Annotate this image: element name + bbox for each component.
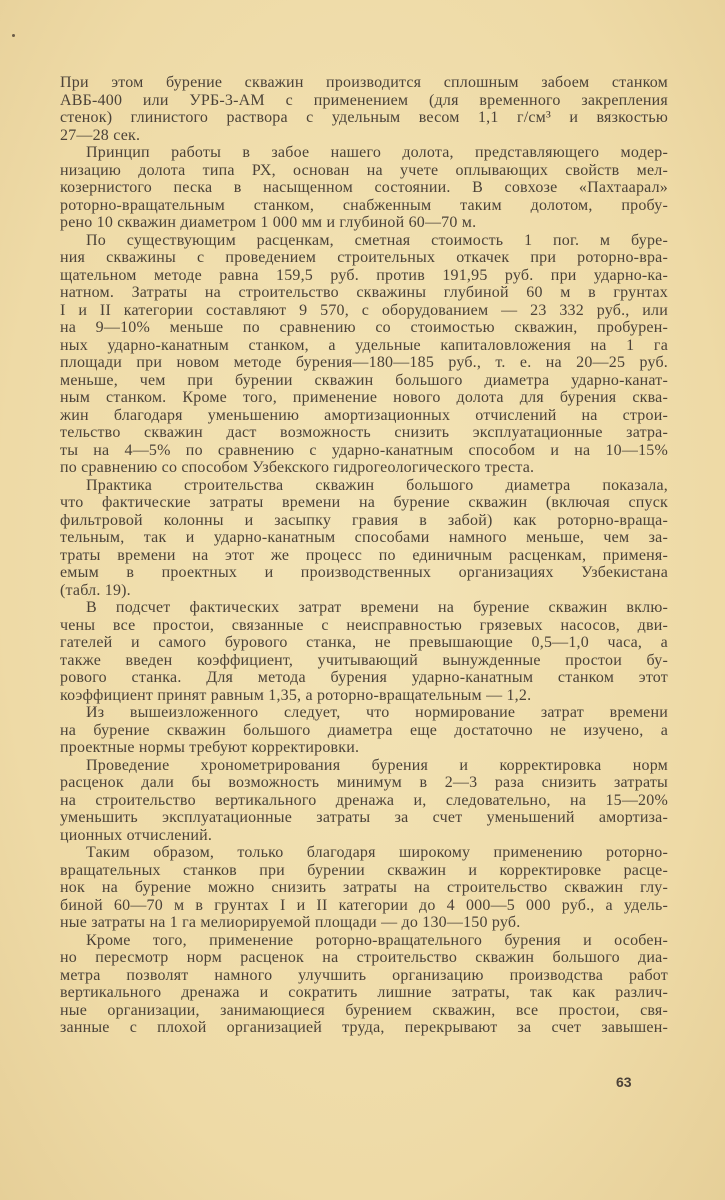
- text-line: нок на бурение можно снизить затраты на строительство скважин глу-: [60, 879, 668, 896]
- text-line: (табл. 19).: [60, 581, 131, 599]
- text-line: Из вышеизложенного следует, что нормирование затрат времени: [86, 704, 668, 721]
- text-line: вращательных станков при бурении скважин и корректировке расце-: [60, 861, 668, 879]
- text-line: Практика строительства скважин большого диаметра показала,: [86, 476, 668, 494]
- text-line: проектные нормы требуют корректировки.: [60, 739, 360, 756]
- text-line: рено 10 скважин диаметром 1 000 мм и глубиной 60—70 м.: [60, 214, 477, 231]
- text-line: расценок дали бы возможность минимум в 2—3 раза снизить затраты: [60, 774, 668, 791]
- text-line: занные с плохой организацией труда, перекрывают за счет завышен-: [60, 1019, 668, 1036]
- text-line: щательном методе равна 159,5 руб. против 191,95 руб. при ударно-ка-: [60, 266, 668, 284]
- text-line: метра позволят намного улучшить организацию производства работ: [60, 966, 668, 984]
- text-line: При этом бурение скважин производится сплошным забоем станком: [60, 74, 668, 91]
- text-line: I и II категории составляют 9 570, с оборудованием — 23 332 руб., или: [60, 301, 668, 319]
- text-line: Принцип работы в забое нашего долота, представляющего модер-: [86, 144, 668, 161]
- text-line: траты времени на этот же процесс по единичным расценкам, применя-: [60, 546, 668, 564]
- paragraph: [60, 757, 668, 845]
- text-line: ные затраты на 1 га мелиорируемой площади — до 130—150 руб.: [60, 914, 521, 931]
- text-line: низацию долота типа РХ, основан на учете оплывающих свойств мел-: [60, 161, 668, 179]
- text-line: коэффициент принят равным 1,35, а роторно-вращательным — 1,2.: [60, 686, 532, 704]
- text-line: ные организации, занимающиеся бурением скважин, все простои, свя-: [60, 1001, 668, 1019]
- text-line: ты на 4—5% по сравнению с ударно-канатным способом и на 10—15%: [60, 441, 668, 459]
- paragraph: [60, 932, 668, 1037]
- text-line: стенок) глинистого раствора с удельным весом 1,1 г/см³ и вязкостью: [60, 109, 668, 126]
- paragraph: [60, 704, 668, 757]
- text-line: уменьшить эксплуатационные затраты за счет уменьшений амортиза-: [60, 809, 668, 826]
- text-line: тельным, так и ударно-канатным способами намного меньше, чем за-: [60, 529, 668, 546]
- text-line: АВБ-400 или УРБ-3-АМ с применением (для временного закрепления: [60, 91, 668, 109]
- text-line: биной 60—70 м в грунтах I и II категории до 4 000—5 000 руб., а удель-: [60, 896, 668, 914]
- text-line: натном. Затраты на строительство скважины глубиной 60 м в грунтах: [60, 284, 668, 301]
- paragraph: [60, 144, 668, 232]
- text-line: площади при новом методе бурения—180—185 руб., т. е. на 20—25 руб.: [60, 354, 668, 371]
- text-line: также введен коэффициент, учитывающий вынужденные простои бу-: [60, 651, 668, 669]
- text-line: В подсчет фактических затрат времени на бурение скважин вклю-: [86, 599, 668, 616]
- text-line: Таким образом, только благодаря широкому применению роторно-: [86, 844, 668, 861]
- paragraph: [60, 844, 668, 932]
- text-line: по сравнению со способом Узбекского гидрогеологического треста.: [60, 459, 535, 476]
- text-line: ционных отчислений.: [60, 826, 213, 844]
- text-line: тельство скважин даст возможность снизить эксплуатационные затра-: [60, 424, 668, 441]
- text-line: жин благодаря уменьшению амортизационных отчислений на строи-: [60, 406, 668, 424]
- text-line: меньше, чем при бурении скважин большого диаметра ударно-канат-: [60, 371, 668, 389]
- text-line: Проведение хронометрирования бурения и корректировка норм: [86, 756, 668, 774]
- text-line: По существующим расценкам, сметная стоимость 1 пог. м буре-: [86, 231, 668, 249]
- text-line: фильтровой колонны и засыпку гравия в забой) как роторно-враща-: [60, 511, 668, 529]
- paragraph: [60, 477, 668, 600]
- paragraph: [60, 599, 668, 704]
- text-line: ным станком. Кроме того, применение нового долота для бурения сква-: [60, 389, 668, 406]
- text-line: чены все простои, связанные с неисправностью грязевых насосов, дви-: [60, 616, 668, 634]
- text-line: козернистого песка в насыщенном состоянии. В совхозе «Пахтаарал»: [60, 179, 668, 196]
- text-line: что фактические затраты времени на бурение скважин (включая спуск: [60, 494, 668, 511]
- text-line: Кроме того, применение роторно-вращательного бурения и особен-: [86, 931, 668, 949]
- paper-speck: [12, 34, 15, 37]
- text-line: на строительство вертикального дренажа и, следовательно, на 15—20%: [60, 791, 668, 809]
- text-line: ния скважины с проведением строительных откачек при роторно-вра-: [60, 249, 668, 266]
- page-number: 63: [616, 1074, 632, 1090]
- paragraph: [60, 232, 668, 477]
- text-line: 27—28 сек.: [60, 126, 141, 144]
- text-line: емым в проектных и производственных организациях Узбекистана: [60, 564, 668, 581]
- text-line: на бурение скважин большого диаметра еще достаточно не изучено, а: [60, 721, 668, 739]
- body-text: [60, 74, 668, 1037]
- text-line: ных ударно-канатным станком, а удельные капиталовложения на 1 га: [60, 336, 668, 354]
- text-line: но пересмотр норм расценок на строительство скважин большого диа-: [60, 949, 668, 966]
- text-line: на 9—10% меньше по сравнению со стоимостью скважин, пробурен-: [60, 319, 668, 336]
- text-line: вертикального дренажа и сократить лишние затраты, так как различ-: [60, 984, 668, 1001]
- text-line: рового станка. Для метода бурения ударно-канатным станком этот: [60, 669, 668, 686]
- paragraph: [60, 74, 668, 144]
- text-line: роторно-вращательным станком, снабженным таким долотом, пробу-: [60, 196, 668, 214]
- text-line: гателей и самого бурового станка, не превышающие 0,5—1,0 часа, а: [60, 634, 668, 651]
